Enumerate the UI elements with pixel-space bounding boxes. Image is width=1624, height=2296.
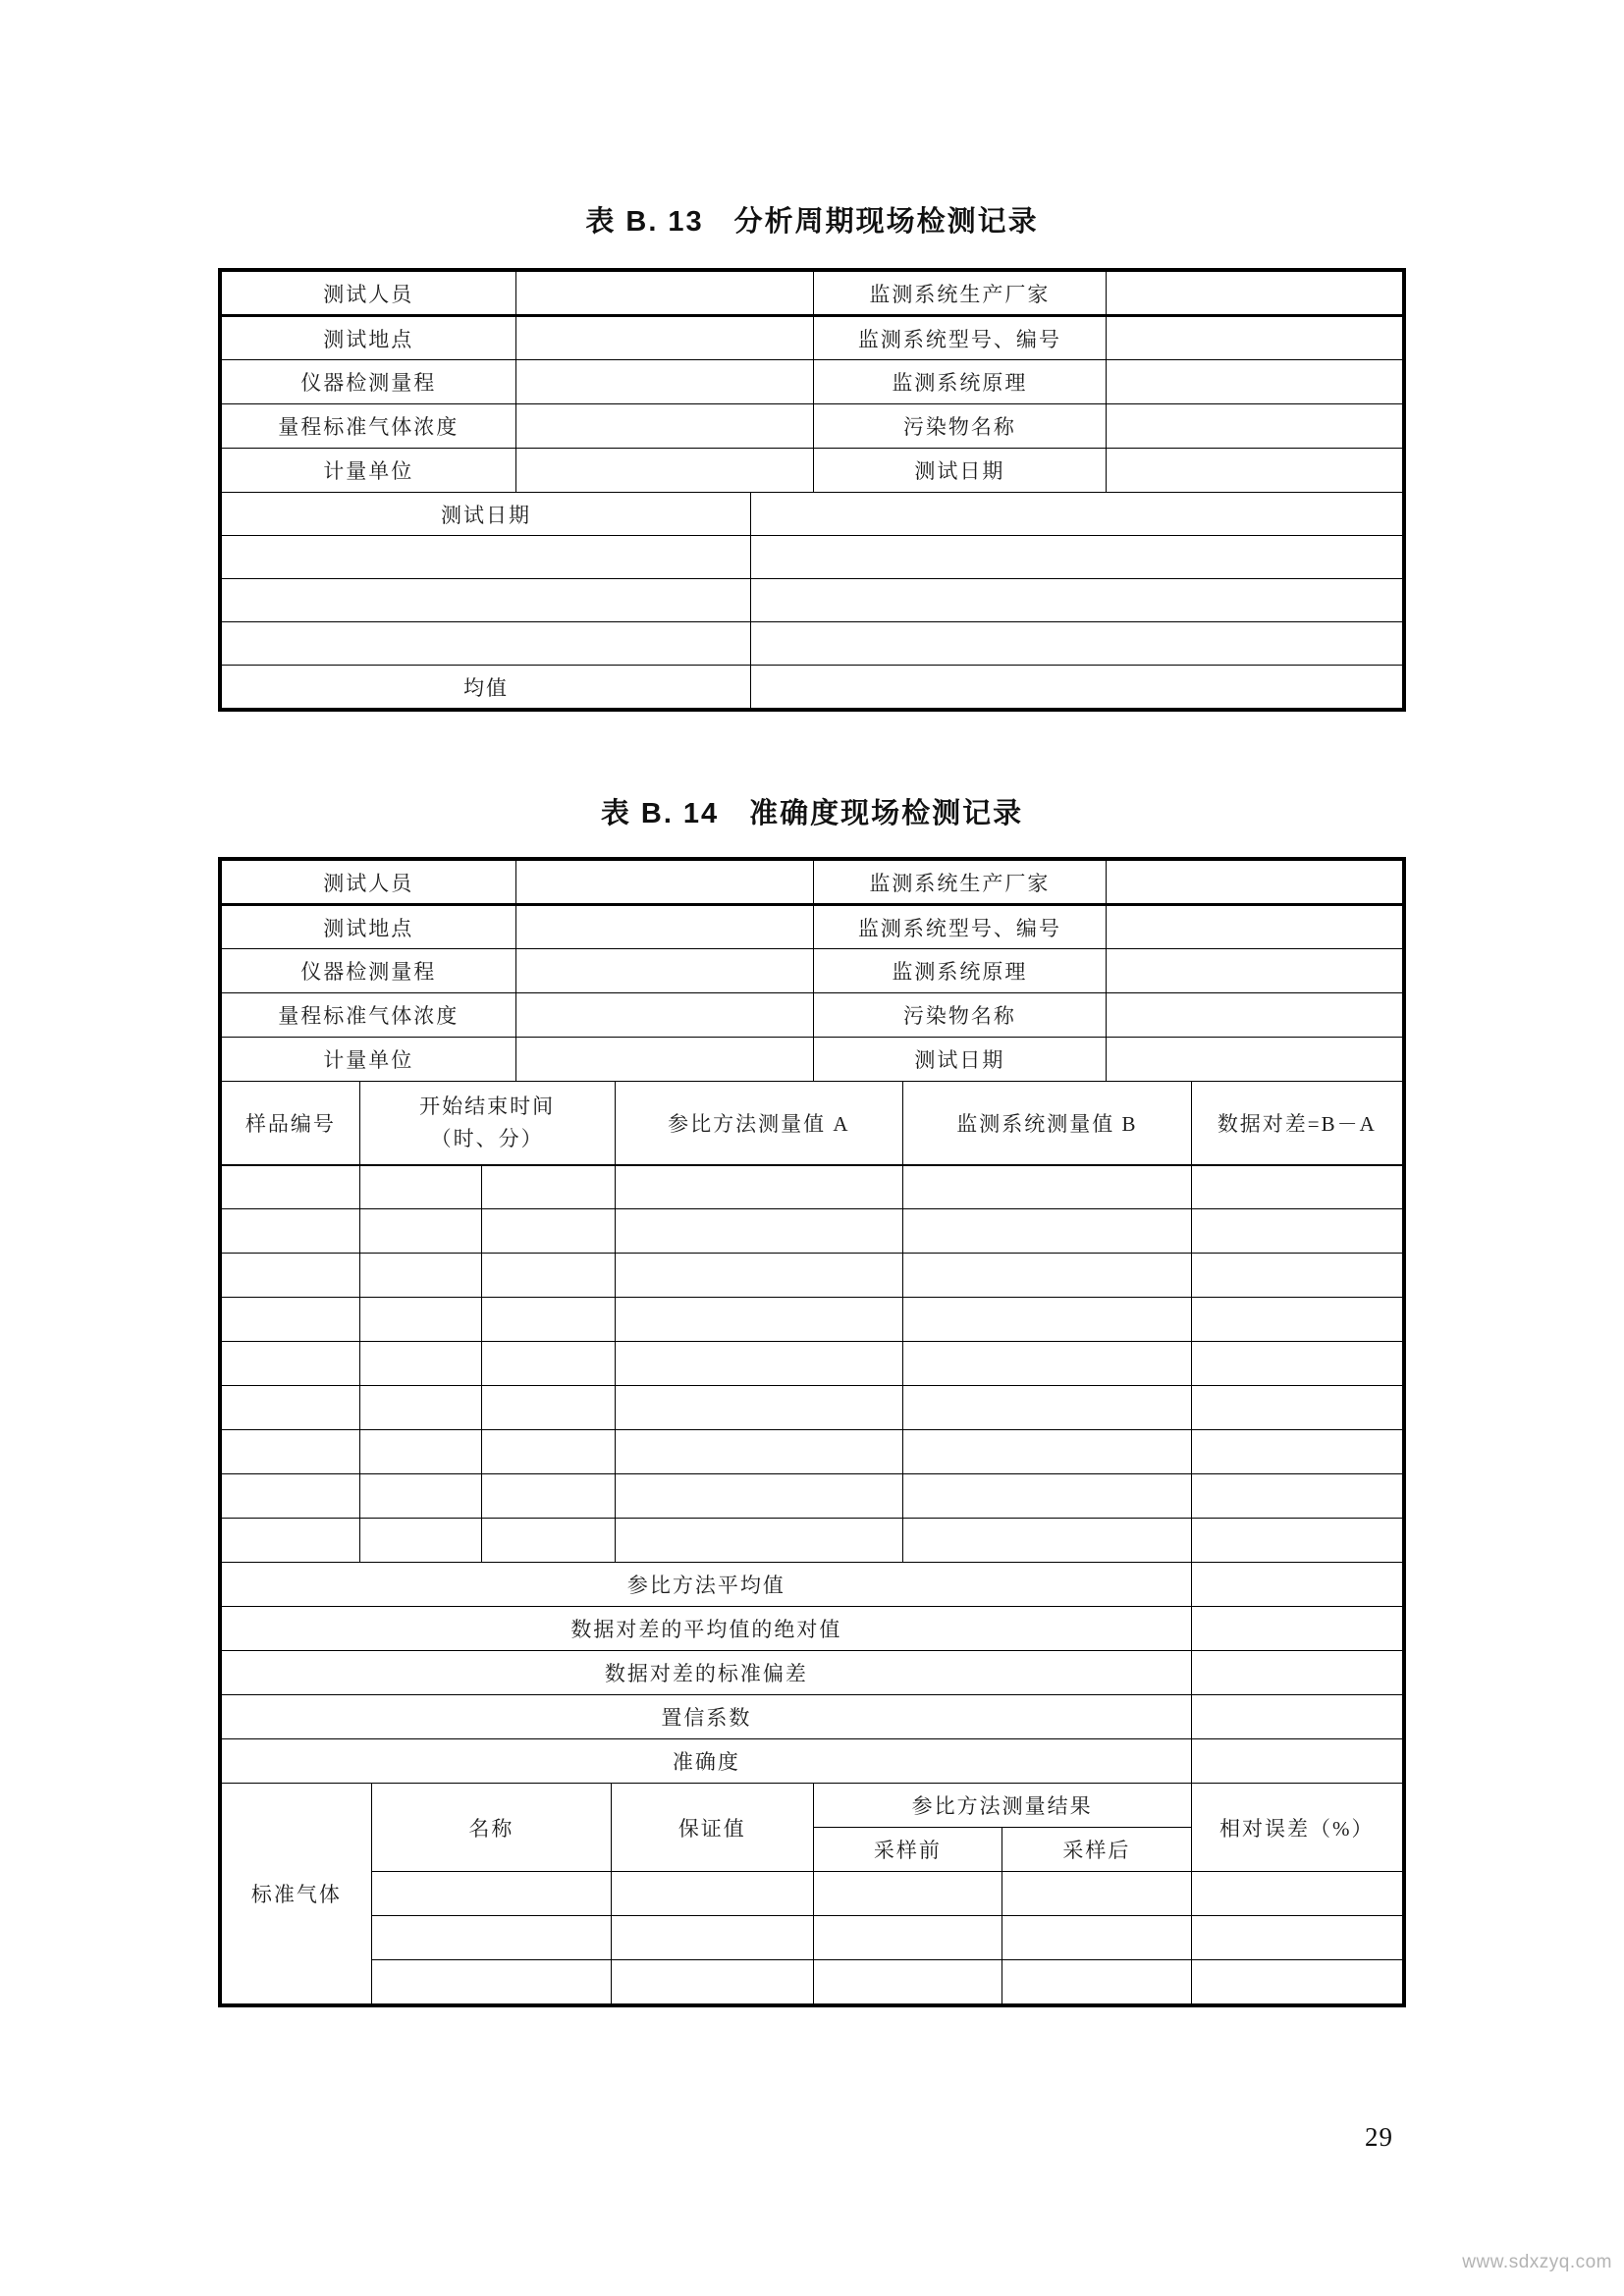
blank-cell	[222, 622, 751, 666]
blank-cell	[1002, 1872, 1191, 1916]
blank-cell	[481, 1342, 615, 1386]
blank-cell	[1191, 1916, 1402, 1960]
summary-label: 参比方法平均值	[222, 1563, 1192, 1607]
blank-cell	[222, 1298, 360, 1342]
blank-cell	[515, 993, 813, 1038]
blank-cell	[1191, 1607, 1402, 1651]
table-b14-measure	[221, 1081, 1403, 1563]
blank-cell	[481, 1474, 615, 1519]
label-cell: 量程标准气体浓度	[222, 404, 516, 449]
blank-cell	[903, 1519, 1192, 1563]
blank-cell	[903, 1342, 1192, 1386]
std-gas-after-header: 采样后	[1002, 1828, 1191, 1872]
blank-cell	[813, 1872, 1001, 1916]
blank-cell	[1191, 1872, 1402, 1916]
blank-cell	[611, 1916, 813, 1960]
blank-cell	[750, 666, 1402, 709]
blank-cell	[1191, 1165, 1402, 1209]
table-b13-info	[221, 271, 1403, 493]
blank-cell	[481, 1430, 615, 1474]
blank-cell	[1191, 1254, 1402, 1298]
label-cell: 测试人员	[222, 861, 516, 905]
std-gas-rel-error-header: 相对误差（%）	[1191, 1784, 1402, 1872]
blank-cell	[1107, 272, 1403, 316]
label-cell: 监测系统原理	[813, 360, 1106, 404]
label-cell: 监测系统原理	[813, 949, 1106, 993]
blank-cell	[359, 1342, 481, 1386]
watermark: www.sdxzyq.com	[1462, 2252, 1612, 2272]
blank-cell	[359, 1519, 481, 1563]
blank-cell	[481, 1165, 615, 1209]
table-b14-info	[221, 860, 1403, 1082]
blank-cell	[1191, 1695, 1402, 1739]
blank-cell	[1191, 1519, 1402, 1563]
blank-cell	[515, 861, 813, 905]
blank-cell	[515, 1038, 813, 1082]
blank-cell	[1191, 1563, 1402, 1607]
blank-cell	[481, 1386, 615, 1430]
label-cell: 计量单位	[222, 1038, 516, 1082]
blank-cell	[615, 1165, 903, 1209]
blank-cell	[222, 1209, 360, 1254]
summary-label: 准确度	[222, 1739, 1192, 1784]
table-b14-summary	[221, 1562, 1403, 1784]
summary-label: 数据对差的平均值的绝对值	[222, 1607, 1192, 1651]
blank-cell	[359, 1474, 481, 1519]
label-cell: 污染物名称	[813, 404, 1106, 449]
blank-cell	[222, 1342, 360, 1386]
blank-cell	[481, 1254, 615, 1298]
blank-cell	[615, 1519, 903, 1563]
blank-cell	[222, 1386, 360, 1430]
blank-cell	[371, 1872, 611, 1916]
table-b14	[218, 857, 1406, 2007]
date-row-label: 测试日期	[222, 493, 751, 536]
blank-cell	[515, 316, 813, 360]
blank-cell	[359, 1254, 481, 1298]
blank-cell	[1002, 1960, 1191, 2004]
blank-cell	[903, 1209, 1192, 1254]
blank-cell	[515, 949, 813, 993]
blank-cell	[222, 1474, 360, 1519]
table-b14-std-gas	[221, 1783, 1403, 2004]
blank-cell	[750, 579, 1402, 622]
blank-cell	[371, 1916, 611, 1960]
blank-cell	[359, 1209, 481, 1254]
blank-cell	[359, 1298, 481, 1342]
blank-cell	[750, 536, 1402, 579]
blank-cell	[903, 1386, 1192, 1430]
ref-value-header: 参比方法测量值 A	[615, 1082, 903, 1165]
blank-cell	[1107, 949, 1403, 993]
label-cell: 计量单位	[222, 449, 516, 493]
table-b13-measure	[221, 492, 1403, 709]
blank-cell	[903, 1165, 1192, 1209]
label-cell: 量程标准气体浓度	[222, 993, 516, 1038]
blank-cell	[481, 1519, 615, 1563]
blank-cell	[813, 1916, 1001, 1960]
blank-cell	[222, 1254, 360, 1298]
blank-cell	[1191, 1430, 1402, 1474]
mean-row-label: 均值	[222, 666, 751, 709]
blank-cell	[903, 1254, 1192, 1298]
label-cell: 监测系统生产厂家	[813, 861, 1106, 905]
blank-cell	[481, 1209, 615, 1254]
time-header	[359, 1082, 615, 1165]
label-cell: 测试日期	[813, 1038, 1106, 1082]
blank-cell	[371, 1960, 611, 2004]
blank-cell	[1191, 1739, 1402, 1784]
blank-cell	[615, 1474, 903, 1519]
blank-cell	[515, 272, 813, 316]
label-cell: 测试人员	[222, 272, 516, 316]
blank-cell	[615, 1254, 903, 1298]
blank-cell	[1191, 1474, 1402, 1519]
blank-cell	[1107, 360, 1403, 404]
blank-cell	[903, 1430, 1192, 1474]
blank-cell	[1107, 1038, 1403, 1082]
label-cell: 测试地点	[222, 905, 516, 949]
label-cell: 仪器检测量程	[222, 949, 516, 993]
blank-cell	[1107, 905, 1403, 949]
blank-cell	[222, 536, 751, 579]
std-gas-before-header: 采样前	[813, 1828, 1001, 1872]
blank-cell	[611, 1960, 813, 2004]
blank-cell	[1107, 404, 1403, 449]
label-cell: 监测系统型号、编号	[813, 316, 1106, 360]
label-cell: 测试地点	[222, 316, 516, 360]
blank-cell	[359, 1386, 481, 1430]
blank-cell	[515, 905, 813, 949]
blank-cell	[750, 622, 1402, 666]
blank-cell	[813, 1960, 1001, 2004]
blank-cell	[359, 1430, 481, 1474]
blank-cell	[1107, 861, 1403, 905]
table-b14-title: 表 B. 14 准确度现场检测记录	[600, 798, 1024, 829]
label-cell: 污染物名称	[813, 993, 1106, 1038]
blank-cell	[515, 449, 813, 493]
std-gas-ref-result-header: 参比方法测量结果	[813, 1784, 1191, 1828]
std-gas-row-label: 标准气体	[222, 1784, 372, 2004]
blank-cell	[481, 1298, 615, 1342]
sample-no-header: 样品编号	[222, 1082, 360, 1165]
blank-cell	[1191, 1960, 1402, 2004]
blank-cell	[1107, 449, 1403, 493]
blank-cell	[1191, 1298, 1402, 1342]
label-cell: 监测系统生产厂家	[813, 272, 1106, 316]
table-b13-title: 表 B. 13 分析周期现场检测记录	[585, 206, 1039, 238]
blank-cell	[615, 1430, 903, 1474]
blank-cell	[615, 1342, 903, 1386]
blank-cell	[222, 579, 751, 622]
table-b13	[218, 268, 1406, 712]
blank-cell	[1002, 1916, 1191, 1960]
blank-cell	[1107, 993, 1403, 1038]
blank-cell	[515, 404, 813, 449]
blank-cell	[1191, 1386, 1402, 1430]
time-header-line2: （时、分）	[430, 1126, 544, 1150]
blank-cell	[1191, 1209, 1402, 1254]
blank-cell	[222, 1430, 360, 1474]
cems-value-header: 监测系统测量值 B	[903, 1082, 1192, 1165]
blank-cell	[903, 1474, 1192, 1519]
label-cell: 测试日期	[813, 449, 1106, 493]
blank-cell	[615, 1386, 903, 1430]
time-header-line1: 开始结束时间	[419, 1095, 556, 1119]
summary-label: 数据对差的标准偏差	[222, 1651, 1192, 1695]
summary-label: 置信系数	[222, 1695, 1192, 1739]
blank-cell	[515, 360, 813, 404]
label-cell: 监测系统型号、编号	[813, 905, 1106, 949]
blank-cell	[222, 1165, 360, 1209]
blank-cell	[1107, 316, 1403, 360]
blank-cell	[903, 1298, 1192, 1342]
blank-cell	[615, 1298, 903, 1342]
blank-cell	[750, 493, 1402, 536]
diff-header: 数据对差=B－A	[1191, 1082, 1402, 1165]
std-gas-guaranteed-header: 保证值	[611, 1784, 813, 1872]
blank-cell	[1191, 1342, 1402, 1386]
blank-cell	[1191, 1651, 1402, 1695]
std-gas-name-header: 名称	[371, 1784, 611, 1872]
blank-cell	[222, 1519, 360, 1563]
page-number: 29	[1365, 2122, 1393, 2152]
blank-cell	[615, 1209, 903, 1254]
blank-cell	[359, 1165, 481, 1209]
blank-cell	[611, 1872, 813, 1916]
label-cell: 仪器检测量程	[222, 360, 516, 404]
